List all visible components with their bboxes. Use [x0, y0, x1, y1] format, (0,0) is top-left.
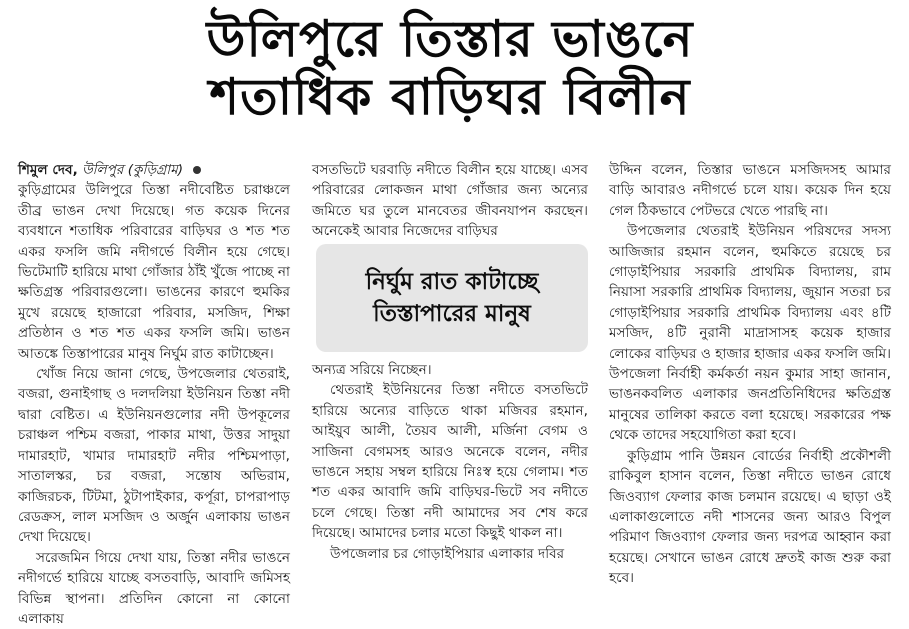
pull-quote-line-2: তিস্তাপারের মানুষ [373, 301, 531, 327]
paragraph: বসতভিটে ঘরবাড়ি নদীতে বিলীন হয়ে যাচ্ছে। এসব পরিবারের লোকজন মাথা গোঁজার জন্য অন্যের জমিতে ঘর তুলে মানবেতর জীবনযাপন করছেন। অনেকেই আবার নিজেদের বাড়িঘর [312, 162, 588, 240]
article-column-1 [18, 160, 290, 629]
paragraph: কুড়িগ্রাম পানি উন্নয়ন বোর্ডের নির্বাহী প্রকৌশলী রাকিবুল হাসান বলেন, তিস্তা নদীতে ভাঙন রোধে জিওব্যাগ ফেলার কাজ চলমান রয়েছে। এ ছাড়া ওই এলাকাগুলোতে নদী শাসনের জন্য আরও বিপুল পরিমাণ জিওব্যাগ ফেলার জন্য দরপত্র আহ্বান করা হয়েছে। সেখানে ভাঙন রোধে দ্রুতই কাজ শুরু করা হবে। [609, 447, 891, 587]
paragraph: অন্যত্র সরিয়ে নিচ্ছেন। [312, 362, 432, 378]
paragraph: সরেজমিন গিয়ে দেখা যায়, তিস্তা নদীর ভাঙনে নদীগর্ভে হারিয়ে যাচ্ছে বসতবাড়ি, আবাদি জমিসহ বিভিন্ন স্থাপনা। প্রতিদিন কোনো না কোনো এলাকায় [18, 549, 290, 627]
article-column-3 [609, 160, 891, 589]
paragraph: খোঁজ নিয়ে জানা গেছে, উপজেলার থেতরাই, বজরা, গুনাইগাছ ও দলদলিয়া ইউনিয়ন তিস্তা নদী দ্বারা বেষ্টিত। এ ইউনিয়নগুলোর নদী উপকূলের চরাঞ্চল পশ্চিম বজরা, পাকার মাথা, উত্তর সাদুয়া দামারহাট, খামার দামারহাট নদীর পশ্চিমপাড়া, সাতালস্কর, চর বজরা, সন্তোষ অভিরাম, কাজিরচক, টিটমা, ঠুটাপাইকার, কর্পূরা, চাপরাপাড় রেডক্রস, লাল মসজিদ ও অর্জুন এলাকায় ভাঙন দেখা দিয়েছে। [18, 366, 290, 546]
paragraph: থেতরাই ইউনিয়নের তিস্তা নদীতে বসতভিটে হারিয়ে অন্যের বাড়িতে থাকা মজিবর রহমান, আইয়ুব আলী, তৈয়ব আলী, মর্জিনা বেগম ও সাজিনা বেগমসহ আরও অনেকে বলেন, নদীর ভাঙনে সহায় সম্বল হারিয়ে নিঃস্ব হয়ে গেলাম। শত শত একর আবাদি জমি বাড়িঘর-ভিটে সব নদীতে চলে গেছে। তিস্তা নদী আমাদের সব শেষ করে দিয়েছে। আমাদের চলার মতো কিছুই থাকল না। [312, 382, 588, 542]
headline-line-2: শতাধিক বাড়িঘর বিলীন [209, 68, 691, 126]
byline-place: উলিপুর (কুড়িগ্রাম) [82, 162, 184, 178]
paragraph: কুড়িগ্রামের উলিপুরে তিস্তা নদীবেষ্টিত চরাঞ্চলে তীব্র ভাঙন দেখা দিয়েছে। গত কয়েক দিনের ব্যবধানে শতাধিক পরিবারের বাড়িঘর ও শত শত একর ফসলি জমি নদীগর্ভে বিলীন হয়ে গেছে। ভিটেমাটি হারিয়ে মাথা গোঁজার ঠাঁই খুঁজে পাচ্ছে না ক্ষতিগ্রস্ত পরিবারগুলো। ভাঙনের কারণে হুমকির মুখে রয়েছে হাজারো পরিবার, মসজিদ, শিক্ষা প্রতিষ্ঠান ও শত শত একর ফসলি জমি। ভাঙন আতঙ্কে তিস্তাপারের মানুষ নির্ঘুম রাত কাটাচ্ছেন। [18, 182, 290, 362]
byline-dot-icon [193, 166, 201, 174]
byline-author: শিমুল দেব, [18, 162, 78, 178]
headline-line-1: উলিপুরে তিস্তার ভাঙনে [206, 10, 694, 68]
article-column-2-top [312, 160, 588, 242]
pull-quote-line-1: নির্ঘুম রাত কাটাচ্ছে [365, 269, 539, 295]
paragraph: উপজেলার চর গোড়াইপিয়ার এলাকার দবির [330, 545, 565, 562]
paragraph: উপজেলার থেতরাই ইউনিয়ন পরিষদের সদস্য আজিজার রহমান বলেন, হুমকিতে রয়েছে চর গোড়াইপিয়ার সরকারি প্রাথমিক বিদ্যালয়, রাম নিয়াসা সরকারি প্রাথমিক বিদ্যালয়, জুয়ান সতরা চর গোড়াইপিয়ার সরকারি প্রাথমিক বিদ্যালয় এবং ৪টি মসজিদ, ৪টি নুরানী মাদ্রাসাসহ কয়েক হাজার লোকের বাড়িঘর ও হাজার হাজার একর ফসলি জমি। উপজেলা নির্বাহী কর্মকর্তা নয়ন কুমার সাহা জানান, ভাঙনকবলিত এলাকার জনপ্রতিনিধিদের ক্ষতিগ্রস্ত মানুষের তালিকা করতে বলা হয়েছে। সরকারের পক্ষ থেকে তাদের সহযোগিতা করা হবে। [609, 223, 891, 444]
headline [0, 10, 900, 126]
article-column-2-bottom [312, 360, 588, 564]
pull-quote [316, 244, 588, 352]
paragraph: উদ্দিন বলেন, তিস্তার ভাঙনে মসজিদসহ আমার বাড়ি আবারও নদীগর্ভে চলে যায়। কয়েক দিন হয়ে গেল ঠিকভাবে পেটভরে খেতে পারছি না। [609, 162, 891, 219]
byline [18, 160, 290, 180]
